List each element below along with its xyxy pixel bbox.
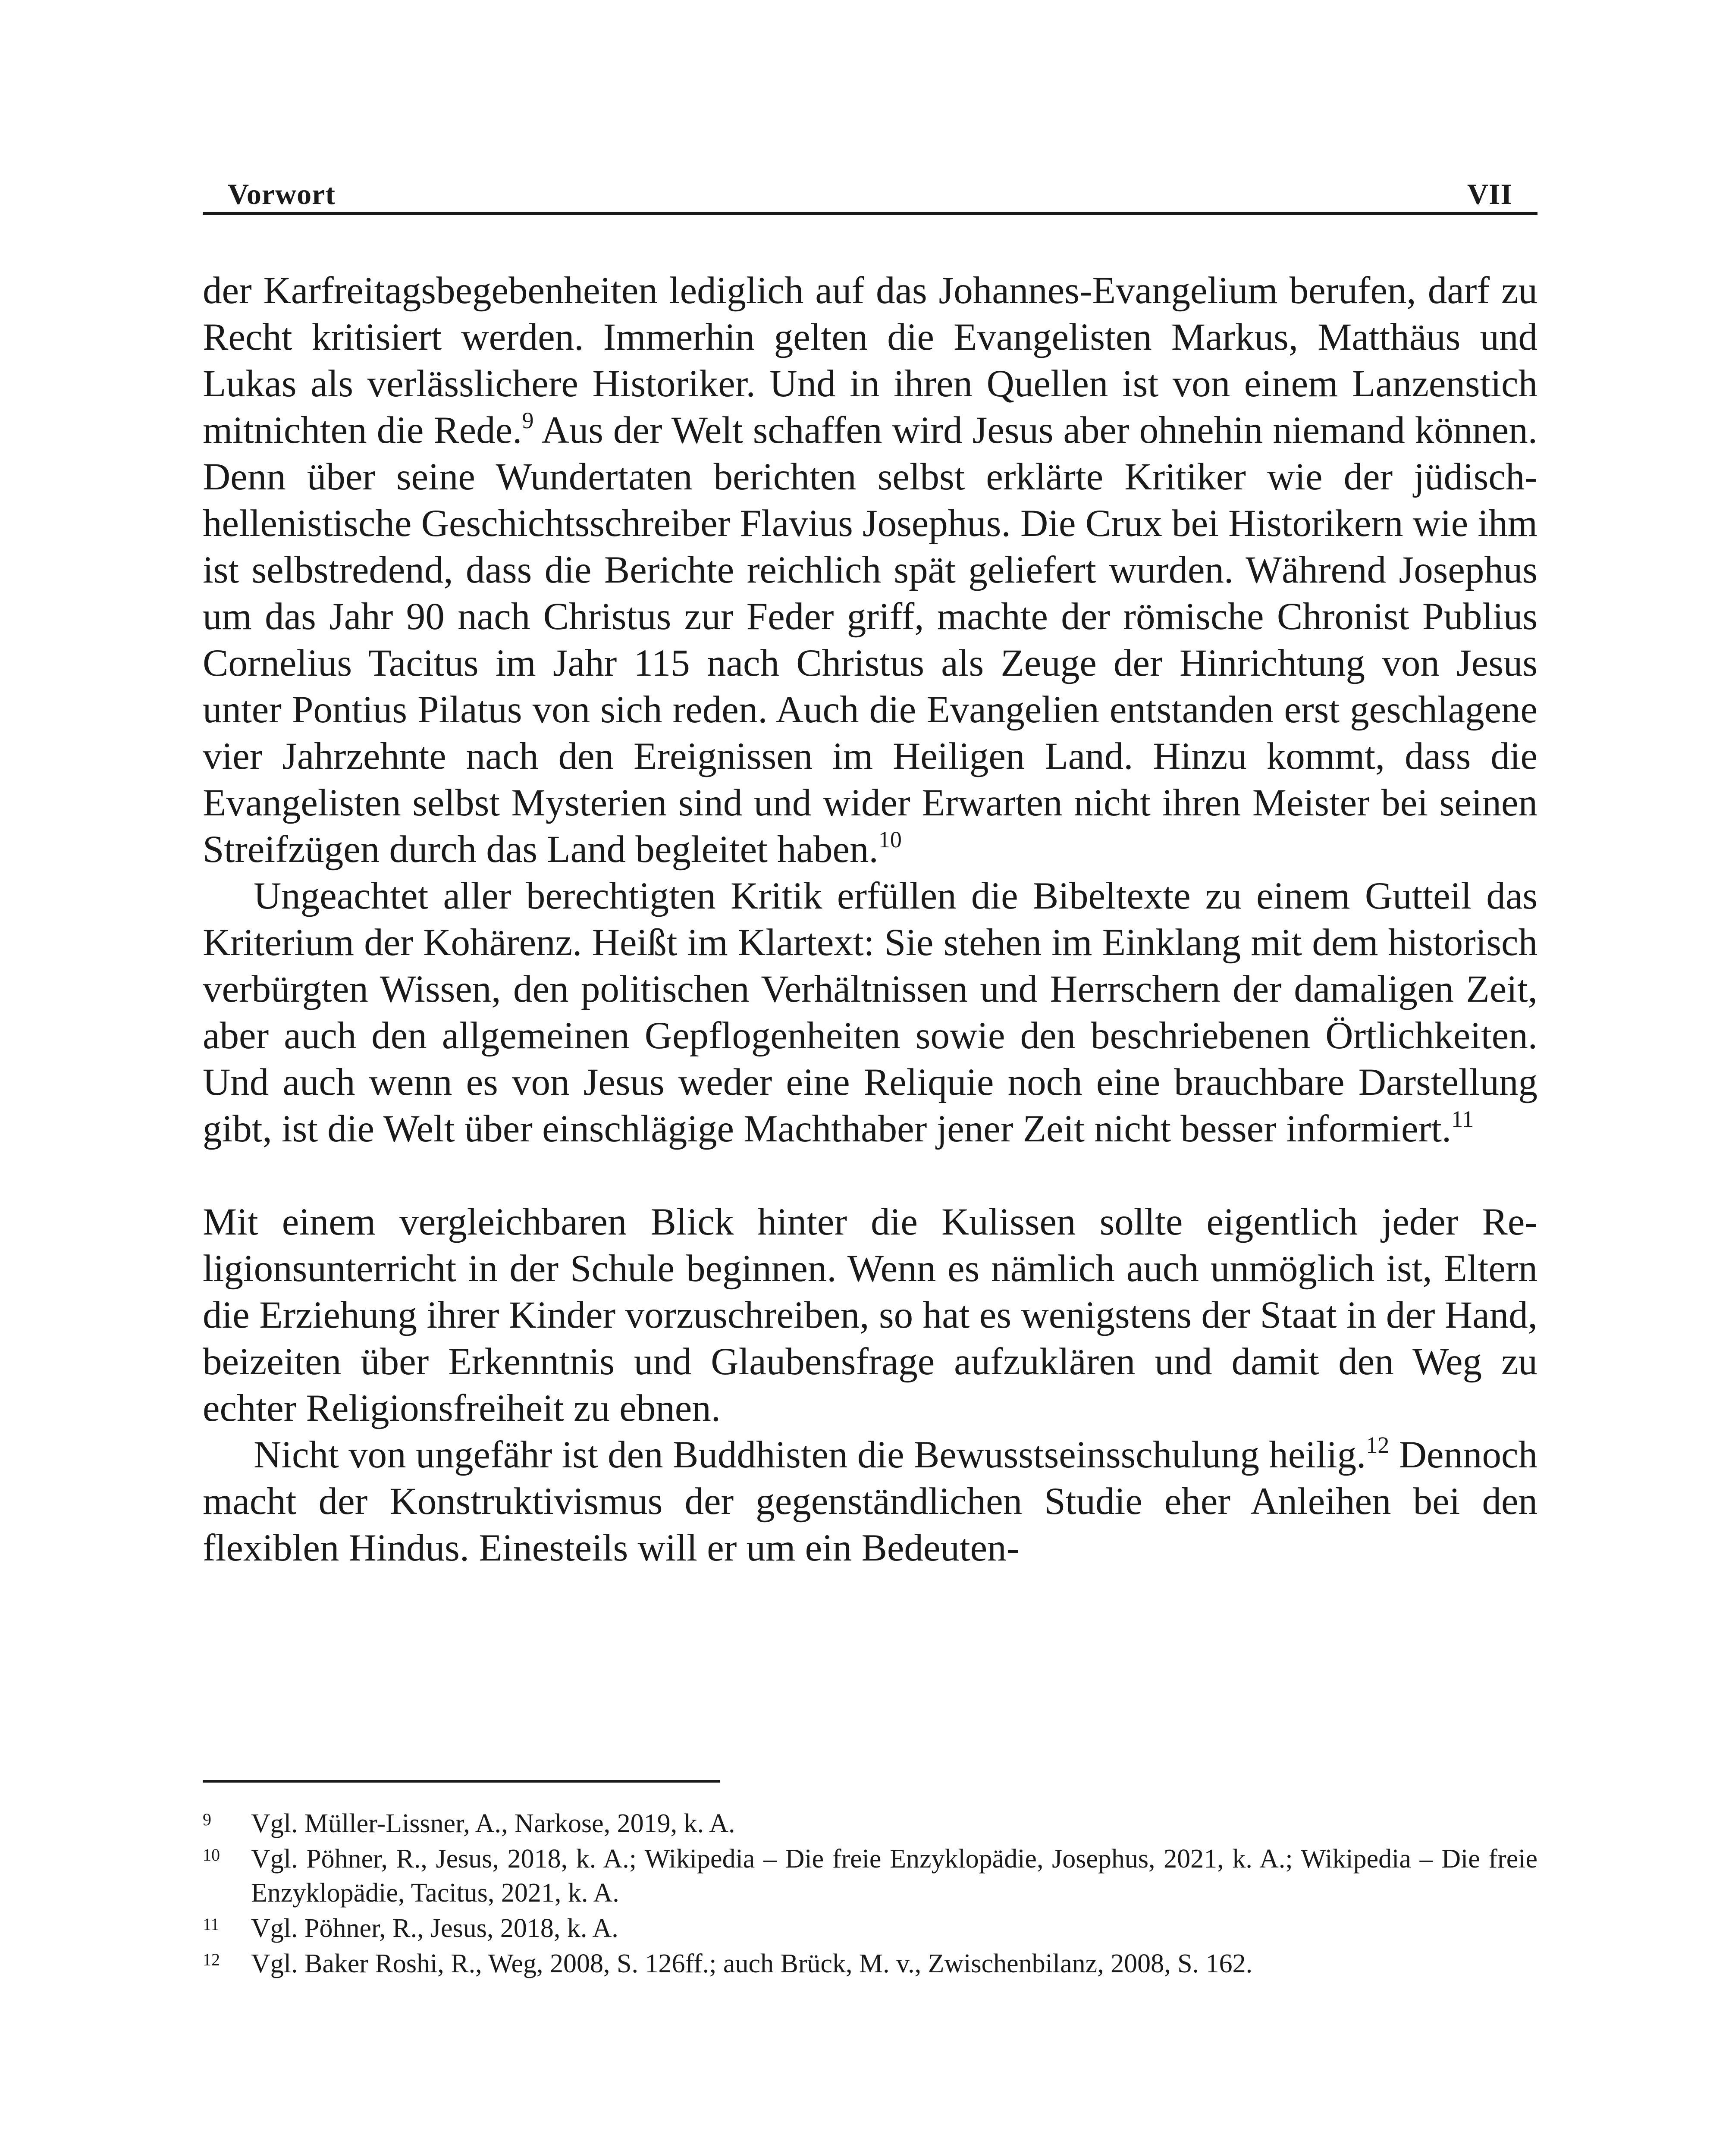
page-number: VII <box>1467 178 1512 210</box>
footnote-text: Vgl. Müller-Lissner, A., Narkose, 2019, k. A. <box>251 1809 735 1838</box>
footnote-text: Vgl. Pöhner, R., Jesus, 2018, k. A.; Wikipedia – Die freie Enzyklopädie, Josephus, 2021, k. A.; Wikipedia – Die freie Enzyklopädie, Tacitus, 2021, k. A. <box>251 1844 1537 1908</box>
footnote-text: Vgl. Pöhner, R., Jesus, 2018, k. A. <box>251 1914 618 1943</box>
footnote-number: 11 <box>203 1915 220 1934</box>
paragraph-1 <box>203 267 1537 873</box>
footnote-ref-10: 10 <box>878 827 902 852</box>
paragraph-4 <box>203 1432 1537 1571</box>
paragraph-4-text-b: Dennoch macht der Konstruktivismus der gegenständlichen Studie eher Anleihen bei den flexiblen Hindus. Einesteils will er um ein Bedeuten- <box>203 1434 1538 1569</box>
footnote-rule <box>203 1780 720 1783</box>
footnotes <box>203 1807 1537 1982</box>
footnote-text: Vgl. Baker Roshi, R., Weg, 2008, S. 126ff.; auch Brück, M. v., Zwischenbilanz, 2008, S. 162. <box>251 1949 1253 1978</box>
paragraph-3 <box>203 1199 1537 1432</box>
footnote-9 <box>203 1807 1537 1841</box>
header-rule <box>203 212 1537 215</box>
footnote-ref-9: 9 <box>522 407 534 433</box>
paragraph-1-text-b: Aus der Welt schaffen wird Jesus aber ohnehin niemand können. Denn über seine Wundertaten berichten selbst erklärte Kritiker wie der jüdisch-hellenistische Geschichtsschreiber Flavius Josephus. Die Crux bei Historikern wie ihm ist selbstredend, dass die Berichte reichlich spät geliefert wurden. Während Josephus um das Jahr 90 nach Christus zur Feder griff, machte der römische Chronist Publius Cornelius Tacitus im Jahr 115 nach Christus als Zeuge der Hinrichtung von Jesus unter Pontius Pilatus von sich reden. Auch die Evangelien entstanden erst geschlagene vier Jahrzehnte nach den Ereignissen im Heiligen Land. Hinzu kommt, dass die Evangelisten selbst Mysterien sind und wider Erwarten nicht ihren Meister bei seinen Streifzügen durch das Land begleitet haben. <box>203 409 1537 871</box>
paragraph-2-text: Ungeachtet aller berechtigten Kritik erfüllen die Bibeltexte zu einem Gutteil das Kriterium der Kohärenz. Heißt im Klartext: Sie stehen im Einklang mit dem historisch verbürgten Wissen, den politischen Verhältnissen und Herrschern der damaligen Zeit, aber auch den allgemeinen Gepflogenheiten sowie den beschriebenen Örtlichkeiten. Und auch wenn es von Jesus weder eine Reliquie noch eine brauchbare Darstellung gibt, ist die Welt über einschlägige Machthaber jener Zeit nicht besser informiert. <box>203 875 1537 1150</box>
paragraph-3-text: Mit einem vergleichbaren Blick hinter die Kulissen sollte eigentlich jeder Religionsunterricht in der Schule beginnen. Wenn es nämlich auch unmöglich ist, Eltern die Erziehung ihrer Kinder vorzuschreiben, so hat es wenigstens der Staat in der Hand, beizeiten über Erkenntnis und Glaubensfrage aufzuklären und damit den Weg zu echter Religionsfreiheit zu ebnen. <box>203 1201 1537 1429</box>
body-text <box>203 267 1537 1571</box>
footnote-10 <box>203 1842 1537 1910</box>
paragraph-4-text-a: Nicht von ungefähr ist den Buddhisten die Bewusstseinsschulung heilig. <box>254 1434 1366 1476</box>
running-head <box>203 160 1537 211</box>
paragraph-2 <box>203 873 1537 1152</box>
paragraph-1-text-a: der Karfreitagsbegebenheiten lediglich auf das Johannes-Evangelium berufen, darf zu Recht kritisiert werden. Immerhin gelten die Evangelisten Markus, Matthäus und Lukas als verlässlichere Historiker. Und in ihren Quellen ist von einem Lanzenstich mitnichten die Rede. <box>203 270 1537 451</box>
running-head-title: Vorwort <box>228 178 336 210</box>
footnote-number: 10 <box>203 1845 220 1865</box>
footnote-number: 12 <box>203 1950 220 1969</box>
footnote-11 <box>203 1912 1537 1946</box>
footnote-12 <box>203 1947 1537 1981</box>
footnote-ref-12: 12 <box>1366 1432 1390 1458</box>
footnote-ref-11: 11 <box>1451 1106 1474 1132</box>
footnote-number: 9 <box>203 1810 211 1829</box>
